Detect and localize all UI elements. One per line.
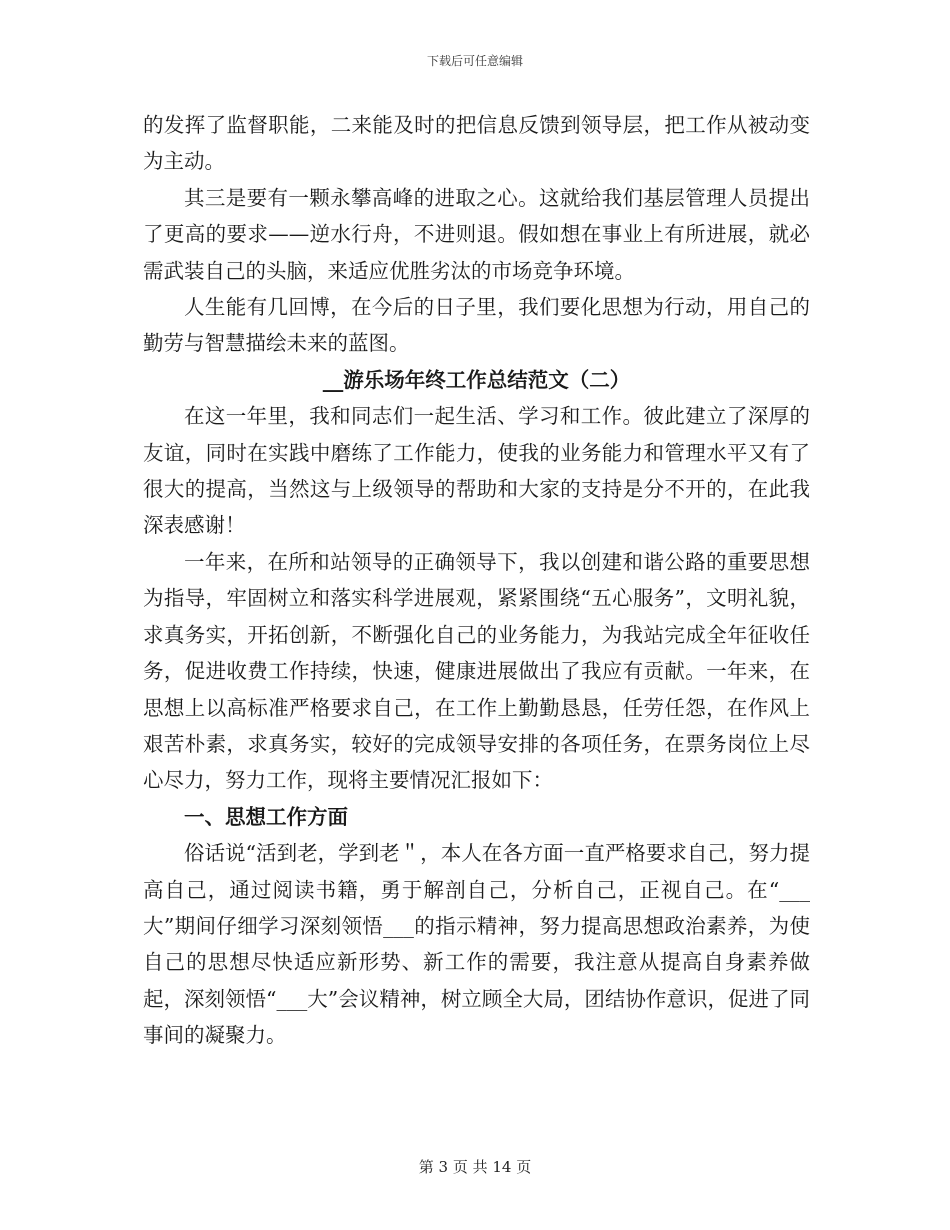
paragraph: 一年来，在所和站领导的正确领导下，我以创建和谐公路的重要思想为指导，牢固树立和落实科学进展观，紧紧围绕“五心服务”，文明礼貌，求真务实，开拓创新，不断强化自己的业务能力，为我站完成全年征收任务，促进收费工作持续，快速，健康进展做出了我应有贡献。一年来，在思想上以高标准严格要求自己，在工作上勤勤恳恳，任劳任怨，在作风上艰苦朴素，求真务实，较好的完成领导安排的各项任务，在票务岗位上尽心尽力，努力工作，现将主要情况汇报如下： (143, 549, 810, 793)
paragraph: 在这一年里，我和同志们一起生活、学习和工作。彼此建立了深厚的友谊，同时在实践中磨练了工作能力，使我的业务能力和管理水平又有了很大的提高，当然这与上级领导的帮助和大家的支持是分不开的，在此我深表感谢！ (143, 404, 810, 538)
subheading: 一、思想工作方面 (184, 804, 348, 829)
paragraph: 其三是要有一颗永攀高峰的进取之心。这就给我们基层管理人员提出了更高的要求——逆水行舟，不进则退。假如想在事业上有所进展，就必需武装自己的头脑，来适应优胜劣汰的市场竞争环境。 (143, 185, 810, 283)
paragraph: 人生能有几回博，在今后的日子里，我们要化思想为行动，用自己的勤劳与智慧描绘未来的蓝图。 (143, 295, 810, 356)
paragraph: 俗话说“活到老，学到老＂，本人在各方面一直严格要求自己，努力提高自己，通过阅读书籍，勇于解剖自己，分析自己，正视自己。在“___大”期间仔细学习深刻领悟___的指示精神，努力提高思想政治素养，为使自己的思想尽快适应新形势、新工作的需要，我注意从提高自身素养做起，深刻领悟“___大”会议精神，树立顾全大局，团结协作意识，促进了同事间的凝聚力。 (143, 841, 810, 1048)
paragraph-continuation: 的发挥了监督职能，二来能及时的把信息反馈到领导层，把工作从被动变为主动。 (143, 113, 810, 174)
page-footer: 第 3 页 共 14 页 (418, 1158, 532, 1176)
page-header: 下载后可任意编辑 (426, 54, 523, 68)
section-title: __游乐场年终工作总结范文（二） (322, 367, 631, 392)
document-body (143, 107, 810, 1054)
